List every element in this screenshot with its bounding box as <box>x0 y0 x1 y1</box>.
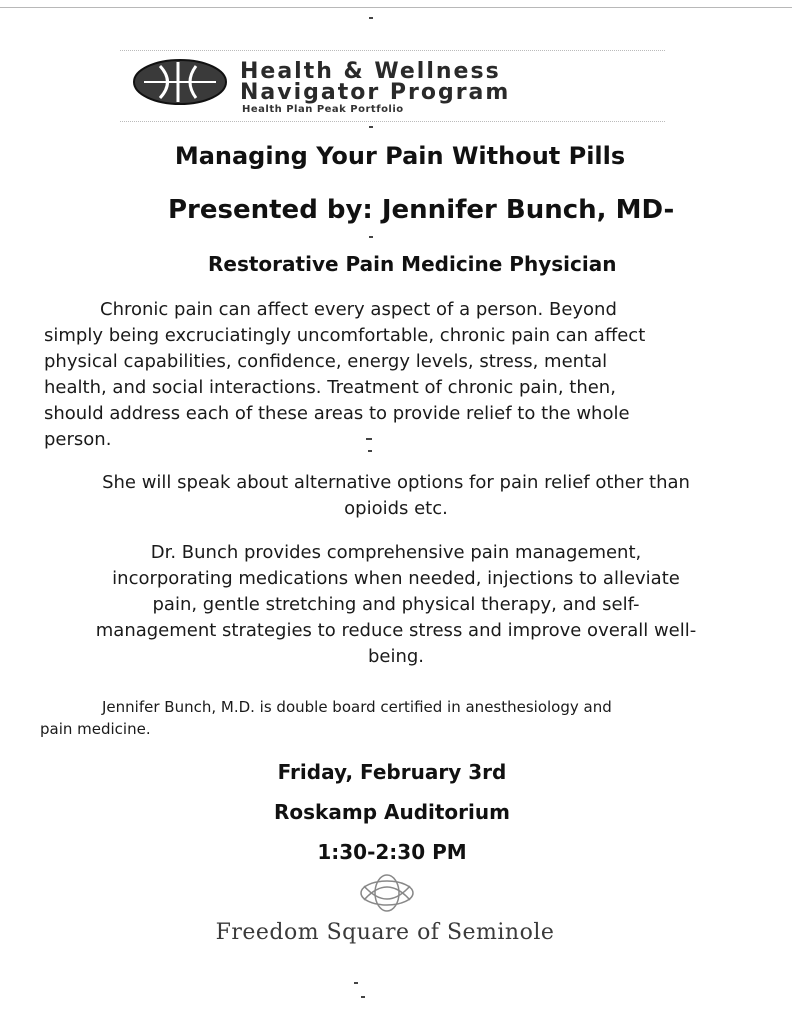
paragraph-line: person. <box>44 429 112 450</box>
event-location: Roskamp Auditorium <box>274 800 510 824</box>
paragraph-line: pain medicine. <box>40 720 151 738</box>
banner-subtitle: Health Plan Peak Portfolio <box>242 104 404 115</box>
program-logo-icon <box>130 56 230 108</box>
presenter-line: Presented by: Jennifer Bunch, MD- <box>168 195 675 225</box>
celtic-knot-icon <box>356 872 418 914</box>
scan-speck <box>369 17 373 19</box>
scan-speck <box>369 126 373 128</box>
paragraph-line: opioids etc. <box>344 498 448 519</box>
program-banner <box>120 50 665 122</box>
presenter-role: Restorative Pain Medicine Physician <box>208 252 617 276</box>
paragraph-line: Jennifer Bunch, M.D. is double board certified in anesthesiology and <box>102 698 612 716</box>
credentials-paragraph <box>40 696 612 740</box>
banner-title-line1: Health & Wellness <box>240 59 501 84</box>
paragraph-line: pain, gentle stretching and physical therapy, and self- <box>152 594 640 615</box>
paragraph-line: being. <box>367 646 425 667</box>
flyer-title: Managing Your Pain Without Pills <box>174 142 626 170</box>
scan-speck <box>369 236 373 238</box>
paragraph-line: physical capabilities, confidence, energy levels, stress, mental <box>44 351 608 372</box>
event-time: 1:30-2:30 PM <box>317 840 467 864</box>
event-date: Friday, February 3rd <box>277 760 507 784</box>
topic-paragraph <box>40 470 752 522</box>
paragraph-line: health, and social interactions. Treatment of chronic pain, then, <box>44 377 616 398</box>
services-paragraph <box>40 540 752 670</box>
scan-speck <box>354 982 358 984</box>
paragraph-line: She will speak about alternative options for pain relief other than <box>102 472 690 493</box>
intro-paragraph <box>44 297 645 453</box>
scan-speck <box>361 996 365 998</box>
footer-organization: Freedom Square of Seminole <box>215 920 555 945</box>
banner-title-line2: Navigator Program <box>240 80 511 105</box>
top-rule <box>0 7 792 8</box>
paragraph-line: Dr. Bunch provides comprehensive pain management, <box>150 542 642 563</box>
paragraph-line: Chronic pain can affect every aspect of a person. Beyond <box>100 299 617 320</box>
paragraph-line: simply being excruciatingly uncomfortable, chronic pain can affect <box>44 325 646 346</box>
paragraph-line: incorporating medications when needed, injections to alleviate <box>112 568 680 589</box>
paragraph-line: should address each of these areas to provide relief to the whole <box>44 403 630 424</box>
paragraph-line: management strategies to reduce stress and improve overall well- <box>95 620 697 641</box>
